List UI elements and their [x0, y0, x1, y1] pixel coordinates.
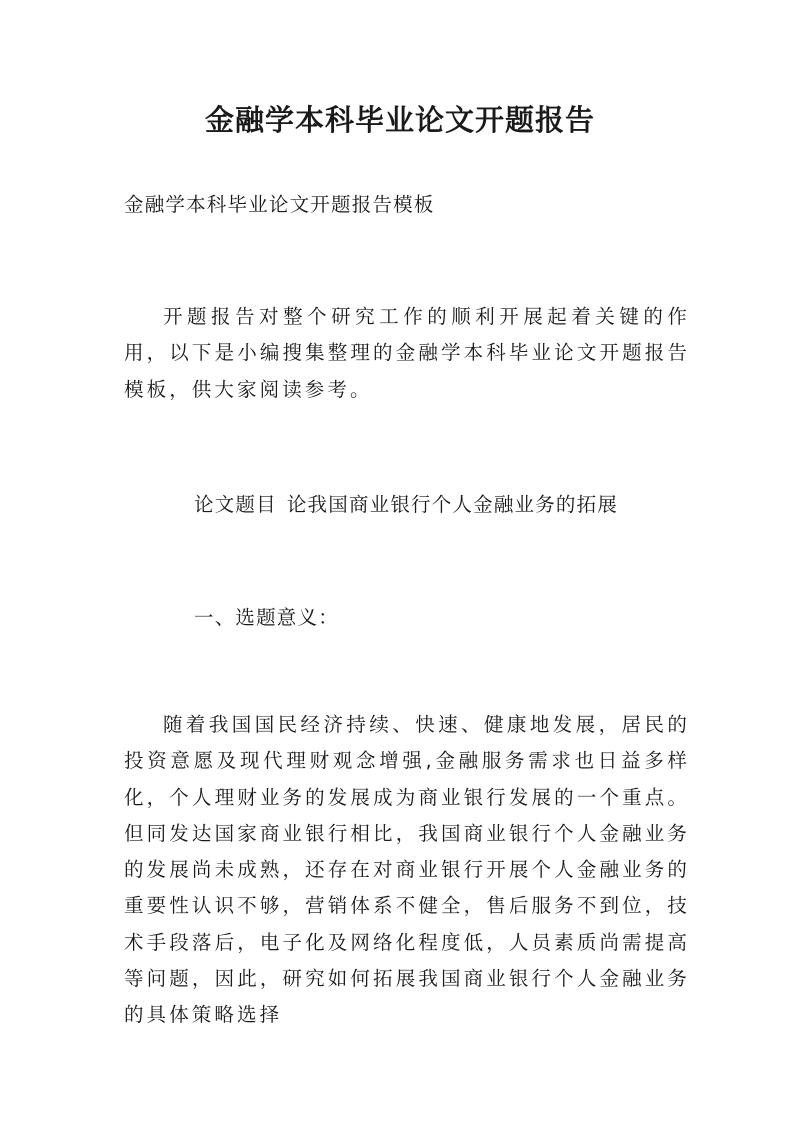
document-title: 金融学本科毕业论文开题报告	[204, 103, 595, 137]
thesis-title-label: 论文题目	[194, 493, 277, 516]
intro-paragraph: 开题报告对整个研究工作的顺利开展起着关键的作用，以下是小编搜集整理的金融学本科毕业论文开题报告模板，供大家阅读参考。	[124, 305, 690, 401]
document-subtitle: 金融学本科毕业论文开题报告模板	[124, 193, 435, 216]
thesis-title-value: 论我国商业银行个人金融业务的拓展	[286, 493, 619, 516]
thesis-title-line	[194, 488, 618, 522]
section-heading: 一、选题意义：	[194, 606, 339, 629]
body-paragraph: 随着我国国民经济持续、快速、健康地发展，居民的投资意愿及现代理财观念增强,金融服务需求也日益多样化，个人理财业务的发展成为商业银行发展的一个重点。但同发达国家商业银行相比，我国商业银行个人金融业务的发展尚未成熟，还存在对商业银行开展个人金融业务的重要性认识不够，营销体系不健全，售后服务不到位，技术手段落后，电子化及网络化程度低，人员素质尚需提高等问题，因此，研究如何拓展我国商业银行个人金融业务的具体策略选择	[124, 713, 690, 1027]
